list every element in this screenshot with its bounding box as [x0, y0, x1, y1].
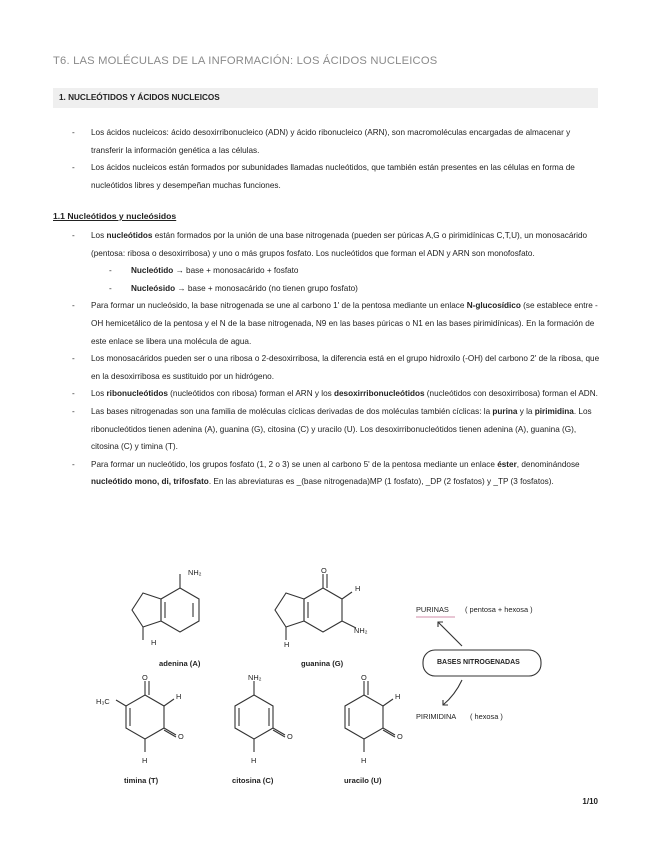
adenine-structure [132, 574, 199, 640]
atom-label: O [142, 673, 148, 682]
list-item: - Los ácidos nucleicos: ácido desoxirribonucleico (ADN) y ácido ribonucleico (ARN), son macromoléculas encargadas de almacenar y transferir la información genética a las células. [72, 124, 602, 159]
adenine-label: adenina (A) [159, 659, 201, 668]
atom-label: H [176, 692, 182, 701]
atom-label: O [287, 732, 293, 741]
atom-label: O [397, 732, 403, 741]
nitrogenous-bases-figure [0, 560, 655, 790]
purines-note: ( pentosa + hexosa ) [465, 605, 533, 614]
atom-label: H [361, 756, 367, 765]
atom-label: H [151, 638, 157, 647]
list-item: - Nucleósido → base + monosacárido (no tienen grupo fosfato) [109, 280, 602, 298]
list-item: - Las bases nitrogenadas son una familia de moléculas cíclicas derivadas de dos moléculas también cíclicas: la purina y la pirimidina. Los ribonucleótidos tienen adenina (A), guanina (G), citosina (C) y uracilo (U). Los desoxirribonucleótidos tienen adenina (A), guanina (G), citosina (C) y timina (T). [72, 403, 602, 456]
thymine-label: timina (T) [124, 776, 159, 785]
page-number: 1/10 [582, 797, 598, 806]
atom-label: NH₂ [248, 673, 262, 682]
cytosine-structure [235, 681, 285, 752]
guanine-structure [275, 574, 356, 640]
nucleotide-bullet-list [72, 227, 602, 491]
guanine-label: guanina (G) [301, 659, 344, 668]
pyrimidine-note: ( hexosa ) [470, 712, 503, 721]
atom-label: H₃C [96, 697, 110, 706]
cytosine-label: citosina (C) [232, 776, 274, 785]
atom-label: NH₂ [354, 626, 368, 635]
atom-label: H [142, 756, 148, 765]
atom-label: O [178, 732, 184, 741]
atom-label: H [355, 584, 361, 593]
list-item: - Para formar un nucleótido, los grupos fosfato (1, 2 o 3) se unen al carbono 5' de la pentosa mediante un enlace éster, denominándose nucleótido mono, di, trifosfato. En las abreviaturas es _(base nitrogenada)MP (1 fosfato), _DP (2 fosfatos) y _TP (3 fosfatos). [72, 456, 602, 491]
purines-label: PURINAS [416, 605, 449, 614]
atom-label: H [251, 756, 257, 765]
atom-label: H [284, 640, 290, 649]
list-item: - Los ácidos nucleicos están formados por subunidades llamadas nucleótidos, que también están presentes en las células en forma de nucleótidos libres y desempeñan muchas funciones. [72, 159, 602, 194]
uracil-structure [345, 681, 395, 752]
atom-label: O [361, 673, 367, 682]
thymine-structure [116, 681, 176, 752]
list-item: - Los monosacáridos pueden ser o una ribosa o 2-desoxirribosa, la diferencia está en el grupo hidroxilo (-OH) del carbono 2' de la ribosa, que en la desoxirribosa es sustituido por un hidrógeno. [72, 350, 602, 385]
list-item: - Los ribonucleótidos (nucleótidos con ribosa) forman el ARN y los desoxirribonucleótidos (nucleótidos con desoxirribosa) forman el ADN. [72, 385, 602, 403]
section-heading [53, 88, 598, 108]
atom-label: H [395, 692, 401, 701]
sub-list [91, 262, 602, 297]
structures-drawing [0, 560, 655, 790]
subsection-heading: 1.1 Nucleótidos y nucleósidos [53, 211, 177, 221]
section-heading-label: 1. NUCLEÓTIDOS Y ÁCIDOS NUCLEICOS [59, 93, 220, 102]
uracil-label: uracilo (U) [344, 776, 382, 785]
list-item: - Para formar un nucleósido, la base nitrogenada se une al carbono 1' de la pentosa mediante un enlace N-glucosídico (se establece entre -OH hemicetálico de la pentosa y el N de la base nitrogenada, N9 en las bases púricas o N1 en las bases pirimidínicas). En la formación de este enlace se libera una molécula de agua. [72, 297, 602, 350]
bases-box-label: BASES NITROGENADAS [437, 659, 520, 666]
page-title: T6. LAS MOLÉCULAS DE LA INFORMACIÓN: LOS ÁCIDOS NUCLEICOS [53, 55, 438, 67]
intro-bullet-list [72, 124, 602, 194]
atom-label: O [321, 566, 327, 575]
pyrimidine-label: PIRIMIDINA [416, 712, 457, 721]
list-item: - Nucleótido → base + monosacárido + fosfato [109, 262, 602, 280]
atom-label: NH₂ [188, 568, 202, 577]
list-item: - Los nucleótidos están formados por la unión de una base nitrogenada (pueden ser púricas A,G o pirimidínicas C,T,U), un monosacárido (pentosa: ribosa o desoxirribosa) y uno o más grupos fosfato. Los nucleótidos que forman el ADN y ARN son monofosfato. - Nucleótido → base + monosacárido + fosfato - Nucleósido → base + monosacárido (no tienen grupo fosfato) [72, 227, 602, 297]
